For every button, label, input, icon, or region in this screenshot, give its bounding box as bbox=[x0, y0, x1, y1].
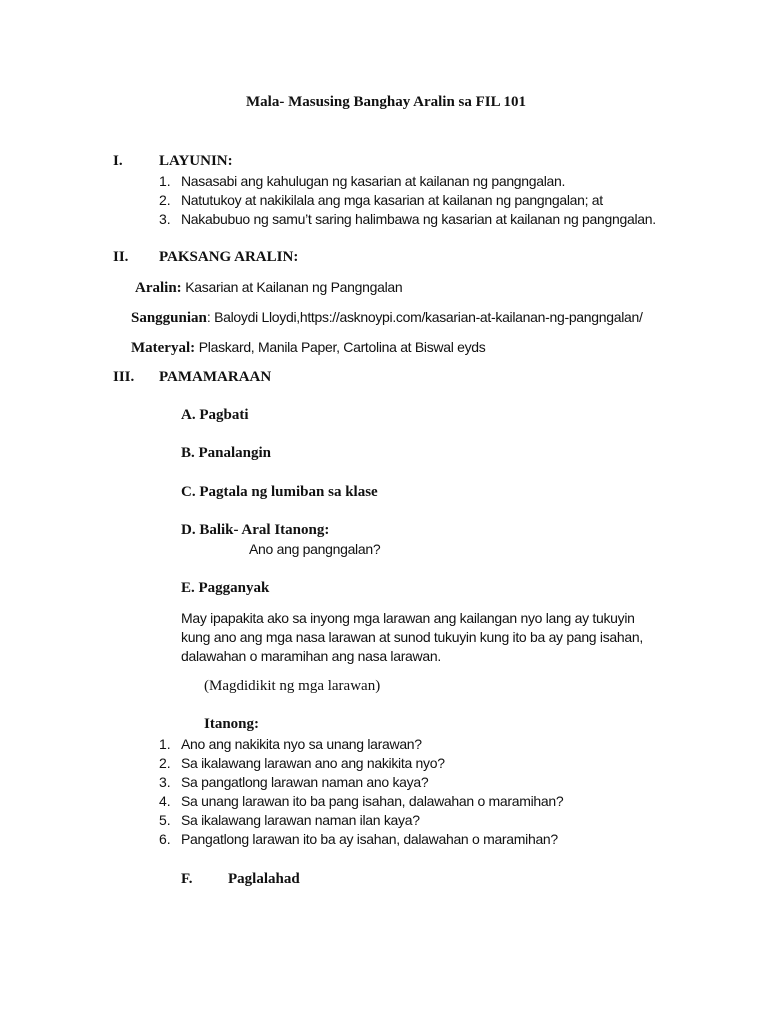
pagganyak-paragraph-line: kung ano ang mga nasa larawan at sunod tukuyin kung ito ba ay pang isahan, bbox=[181, 629, 643, 645]
step-c-pagtala: C. Pagtala ng lumiban sa klase bbox=[181, 484, 378, 500]
pagganyak-paragraph-line: May ipapakita ako sa inyong mga larawan ang kailangan nyo lang ay tukuyin bbox=[181, 610, 635, 626]
aralin-value: Kasarian at Kailanan ng Pangngalan bbox=[181, 279, 403, 295]
section-2-roman: II. bbox=[113, 249, 129, 265]
objective-item: Nakabubuo ng samu’t saring halimbawa ng kasarian at kailanan ng pangngalan. bbox=[181, 211, 656, 227]
pagganyak-note: (Magdidikit ng mga larawan) bbox=[204, 678, 381, 694]
question-number: 4. bbox=[159, 793, 171, 809]
question-number: 2. bbox=[159, 755, 171, 771]
question-number: 5. bbox=[159, 812, 171, 828]
objective-item: Nasasabi ang kahulugan ng kasarian at kailanan ng pangngalan. bbox=[181, 173, 566, 189]
step-d-balik-aral: D. Balik- Aral Itanong: bbox=[181, 522, 330, 538]
pagganyak-paragraph-line: dalawahan o maramihan ang nasa larawan. bbox=[181, 648, 441, 664]
section-3-heading: PAMAMARAAN bbox=[159, 369, 272, 385]
aralin-line bbox=[135, 280, 402, 296]
question-item: Pangatlong larawan ito ba ay isahan, dalawahan o maramihan? bbox=[181, 831, 558, 847]
balik-aral-question: Ano ang pangngalan? bbox=[249, 541, 381, 557]
question-item: Sa pangatlong larawan naman ano kaya? bbox=[181, 774, 429, 790]
sanggunian-value: : Baloydi Lloydi,https://asknoypi.com/kasarian-at-kailanan-ng-pangngalan/ bbox=[206, 309, 643, 325]
objective-number: 2. bbox=[159, 192, 171, 208]
objective-item: Natutukoy at nakikilala ang mga kasarian at kailanan ng pangngalan; at bbox=[181, 192, 603, 208]
step-a-pagbati: A. Pagbati bbox=[181, 407, 249, 423]
question-number: 1. bbox=[159, 736, 171, 752]
question-item: Sa unang larawan ito ba pang isahan, dalawahan o maramihan? bbox=[181, 793, 564, 809]
step-f-letter: F. bbox=[181, 871, 193, 887]
aralin-label: Aralin: bbox=[135, 280, 182, 296]
question-item: Sa ikalawang larawan ano ang nakikita nyo? bbox=[181, 755, 445, 771]
section-2-heading: PAKSANG ARALIN: bbox=[159, 249, 299, 265]
step-b-panalangin: B. Panalangin bbox=[181, 445, 272, 461]
question-item: Sa ikalawang larawan naman ilan kaya? bbox=[181, 812, 420, 828]
section-1-roman: I. bbox=[113, 153, 123, 169]
document-title: Mala- Masusing Banghay Aralin sa FIL 101 bbox=[246, 94, 527, 110]
materyal-value: Plaskard, Manila Paper, Cartolina at Biswal eyds bbox=[195, 339, 486, 355]
materyal-line bbox=[131, 340, 485, 356]
question-number: 6. bbox=[159, 831, 171, 847]
itanong-label: Itanong: bbox=[204, 716, 260, 732]
step-f-paglalahad: Paglalahad bbox=[228, 871, 300, 887]
section-3-roman: III. bbox=[113, 369, 135, 385]
section-1-heading: LAYUNIN: bbox=[159, 153, 233, 169]
sanggunian-line bbox=[131, 310, 643, 326]
question-item: Ano ang nakikita nyo sa unang larawan? bbox=[181, 736, 422, 752]
objective-number: 3. bbox=[159, 211, 171, 227]
materyal-label: Materyal: bbox=[131, 340, 196, 356]
step-e-pagganyak: E. Pagganyak bbox=[181, 580, 270, 596]
objective-number: 1. bbox=[159, 173, 171, 189]
sanggunian-label: Sanggunian bbox=[131, 310, 207, 326]
question-number: 3. bbox=[159, 774, 171, 790]
